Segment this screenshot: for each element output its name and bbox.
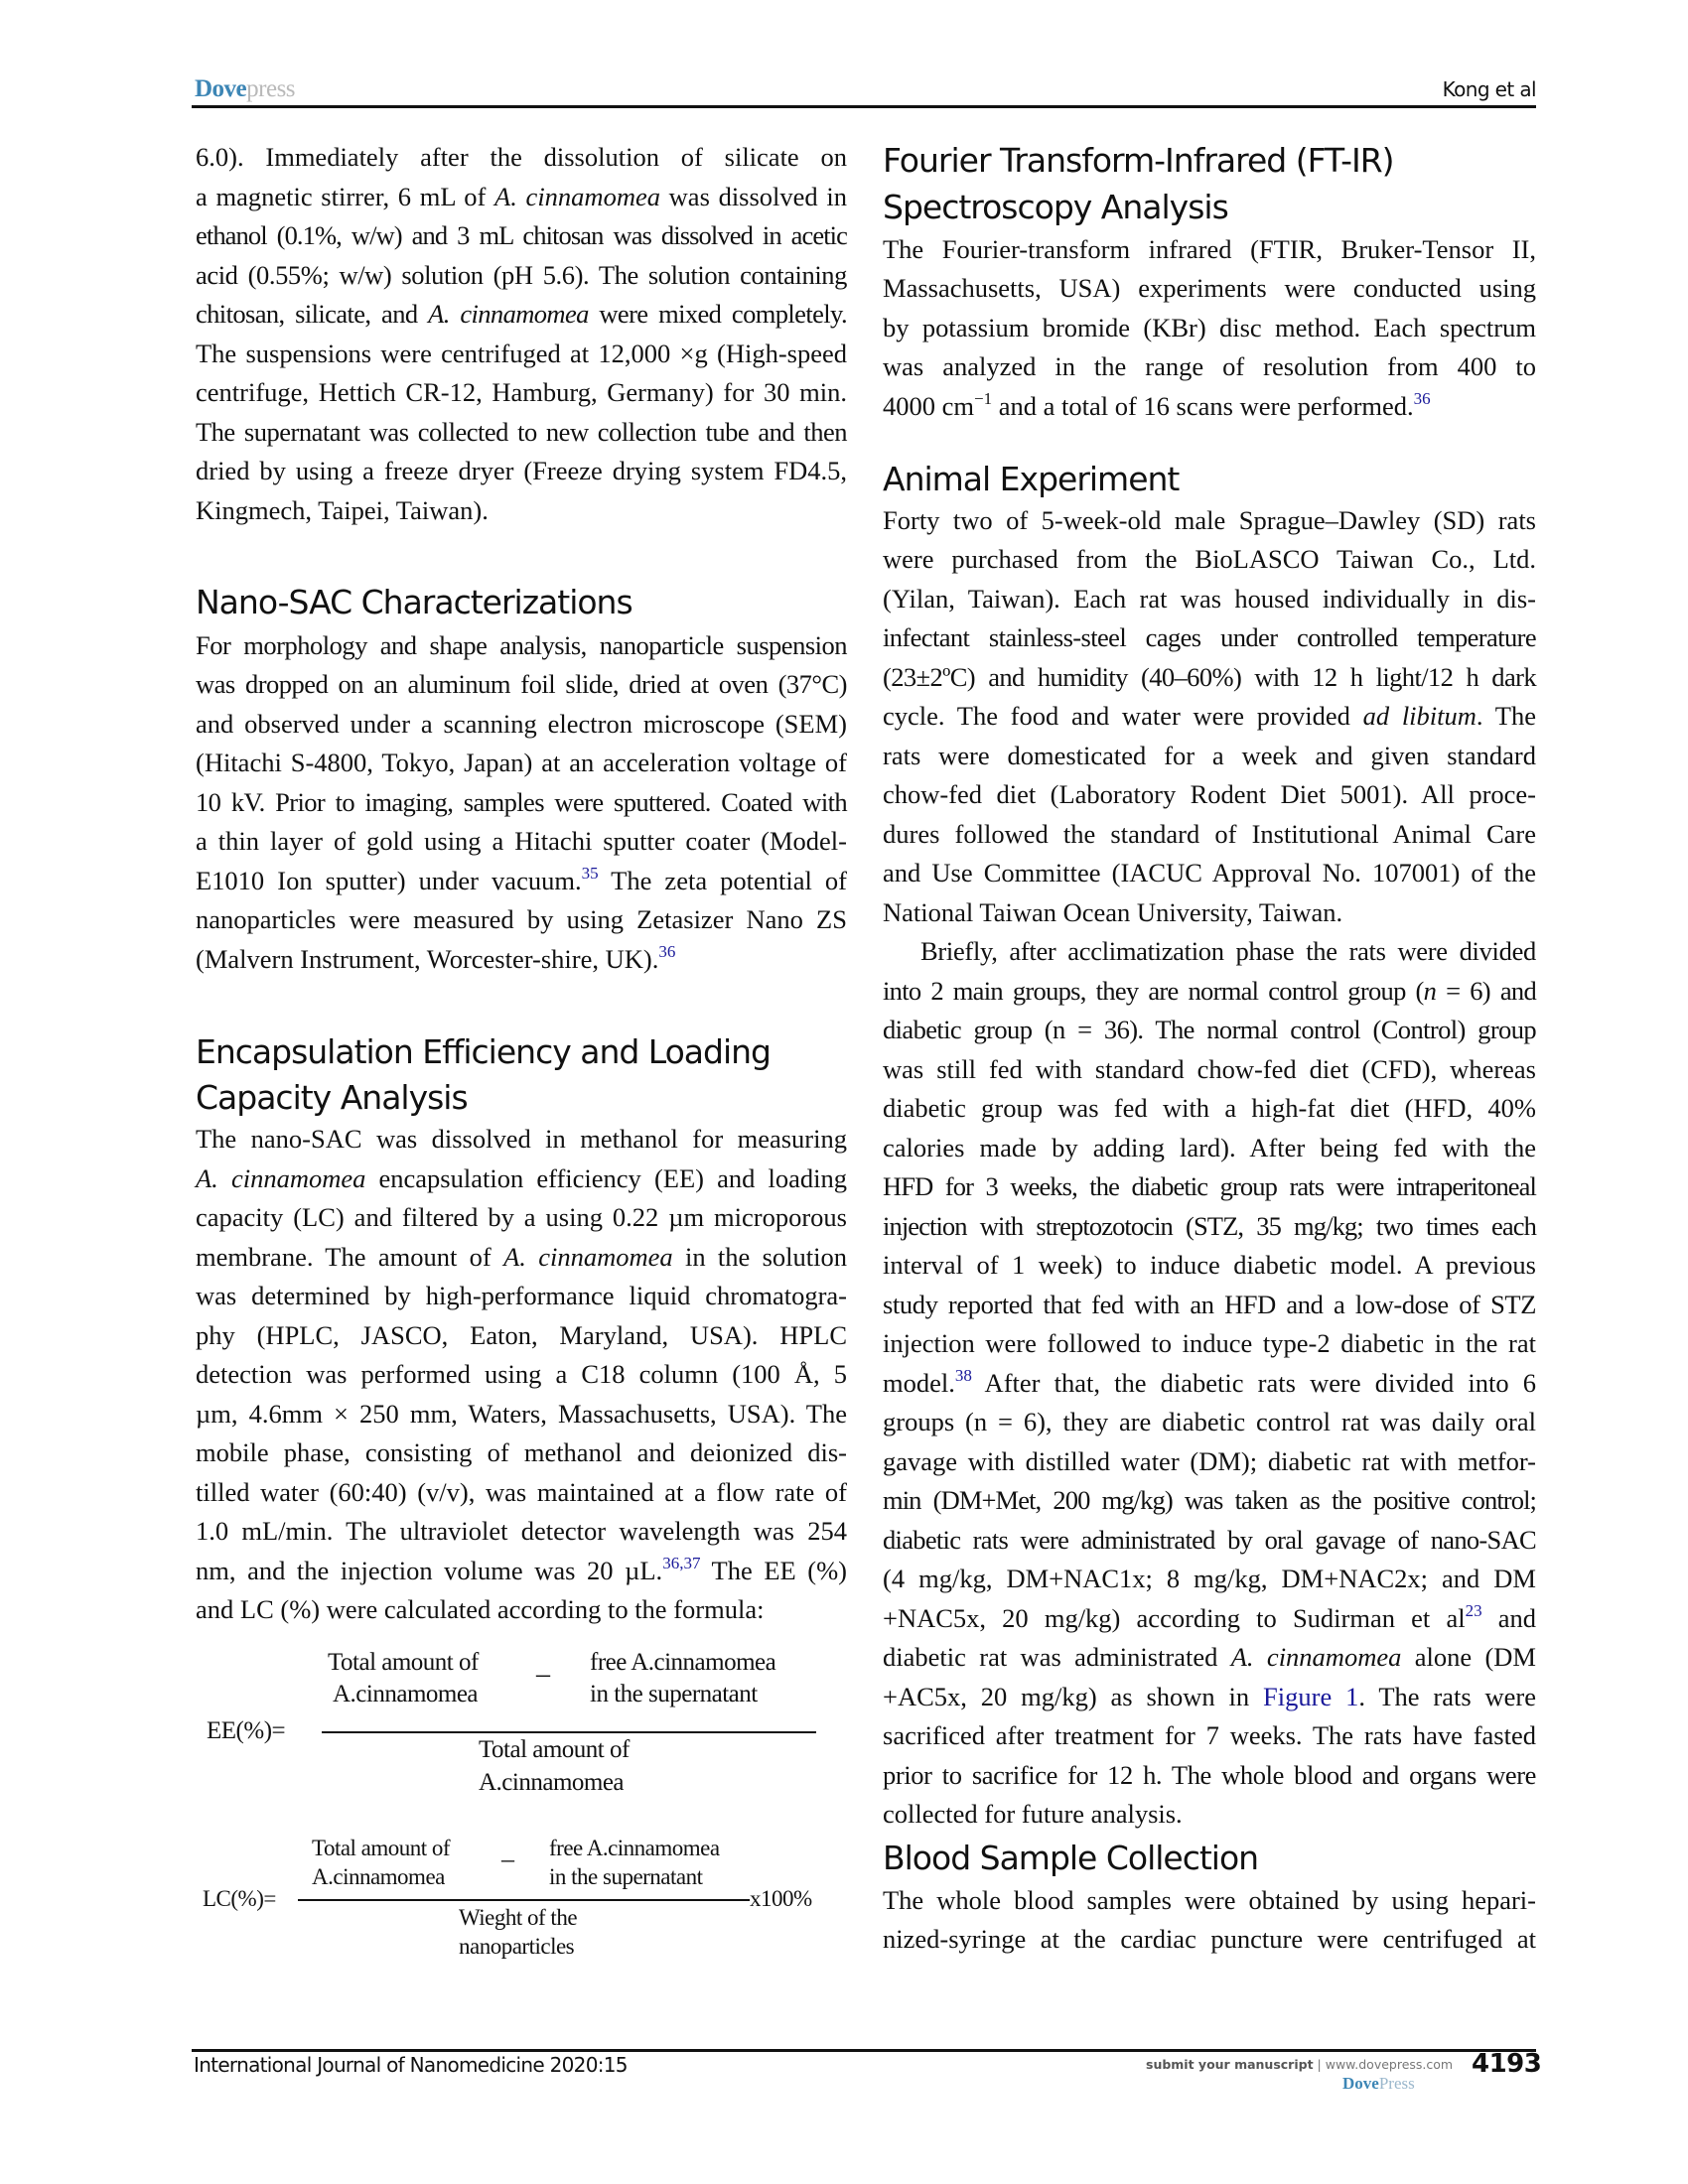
text-line: and Use Committee (IACUC Approval No. 107001) of the	[883, 858, 1536, 887]
text-line: Forty two of 5-week-old male Sprague–Dawley (SD) rats	[883, 505, 1536, 535]
text-line: National Taiwan Ocean University, Taiwan.	[883, 897, 1343, 927]
section-heading-animal: Animal Experiment	[883, 460, 1180, 498]
citation-link[interactable]: 38	[954, 1366, 972, 1385]
text-line: collected for future analysis.	[883, 1799, 1183, 1829]
text-line: +AC5x, 20 mg/kg) as shown in Figure 1. The rats were	[883, 1682, 1537, 1711]
formula-text: Total amount of	[479, 1736, 630, 1763]
species-name: A. cinnamomea	[494, 182, 660, 211]
submit-manuscript-link[interactable]: submit your manuscript	[1146, 2057, 1314, 2072]
text-line: µm, 4.6mm × 250 mm, Waters, Massachusetts, USA). The	[196, 1399, 847, 1429]
text-line: dried by using a freeze dryer (Freeze drying system FD4.5,	[196, 456, 847, 485]
formula-lhs: EE(%)=	[207, 1717, 286, 1744]
text-line: ethanol (0.1%, w/w) and 3 mL chitosan was dissolved in acetic	[196, 220, 847, 250]
text-line: A. cinnamomea encapsulation efficiency (EE) and loading	[196, 1163, 847, 1193]
running-header-authors: Kong et al	[1442, 77, 1536, 101]
text-line: 6.0). Immediately after the dissolution of silicate on	[196, 142, 847, 172]
text-line: sacrificed after treatment for 7 weeks. The rats have fasted	[883, 1720, 1536, 1750]
formula-text: free A.cinnamomea	[590, 1649, 776, 1676]
publisher-dove: Dove	[195, 75, 247, 102]
citation-link[interactable]: 35	[581, 864, 599, 883]
text-line: The nano-SAC was dissolved in methanol for measuring	[196, 1124, 847, 1154]
text-line: Briefly, after acclimatization phase the rats were divided	[920, 936, 1536, 966]
formula-text: A.cinnamomea	[333, 1681, 479, 1707]
fraction-bar	[322, 1731, 816, 1733]
text-line: a magnetic stirrer, 6 mL of A. cinnamomea was dissolved in	[196, 182, 847, 211]
formula-text: nanoparticles	[459, 1934, 575, 1959]
formula-suffix: x100%	[750, 1886, 812, 1911]
text-line: prior to sacrifice for 12 h. The whole blood and organs were	[883, 1760, 1536, 1790]
formula-text: Total amount of	[328, 1649, 479, 1676]
text-line: injection with streptozotocin (STZ, 35 mg/kg; two times each	[883, 1211, 1536, 1241]
text-line: The whole blood samples were obtained by using hepari-	[883, 1885, 1536, 1915]
species-name: A. cinnamomea	[196, 1163, 366, 1193]
footer-submit: submit your manuscript | www.dovepress.com	[1146, 2057, 1454, 2072]
page-number: 4193	[1472, 2049, 1542, 2079]
text-line: study reported that fed with an HFD and a low-dose of STZ	[883, 1290, 1536, 1319]
formula-lhs: LC(%)=	[203, 1886, 276, 1911]
text-line: cycle. The food and water were provided ad libitum. The	[883, 701, 1536, 731]
text-line: injection were followed to induce type-2 diabetic in the rat	[883, 1328, 1536, 1358]
text-line: (Malvern Instrument, Worcester-shire, UK).$^{36}$	[196, 942, 676, 974]
text-line: was still fed with standard chow-fed diet (CFD), whereas	[883, 1054, 1536, 1084]
text-line: interval of 1 week) to induce diabetic model. A previous	[883, 1250, 1536, 1280]
formula-minus: –	[501, 1844, 514, 1873]
species-name: A. cinnamomea	[428, 299, 589, 329]
text-line: capacity (LC) and filtered by a using 0.22 µm microporous	[196, 1202, 847, 1232]
species-name: A. cinnamomea	[1230, 1642, 1402, 1672]
text-line: were purchased from the BioLASCO Taiwan Co., Ltd.	[883, 544, 1536, 574]
text-line: tilled water (60:40) (v/v), was maintained at a flow rate of	[196, 1477, 847, 1507]
citation-link[interactable]: 36	[1413, 389, 1431, 408]
text-line: mobile phase, consisting of methanol and deionized dis-	[196, 1437, 847, 1467]
unit-exponent: −1	[974, 389, 993, 408]
text-line: min (DM+Met, 200 mg/kg) was taken as the positive control;	[883, 1485, 1536, 1515]
text-line: model.$^{38}$ After that, the diabetic rats were divided into 6	[883, 1366, 1536, 1398]
text-line: and LC (%) were calculated according to the formula:	[196, 1594, 765, 1624]
text-line: The supernatant was collected to new collection tube and then	[196, 417, 847, 447]
formula-minus: –	[536, 1659, 550, 1690]
text-line: chow-fed diet (Laboratory Rodent Diet 5001). All proce-	[883, 779, 1536, 809]
publisher-press: press	[246, 75, 296, 102]
text-line: Kingmech, Taipei, Taiwan).	[196, 495, 489, 525]
text-line: nanoparticles were measured by using Zetasizer Nano ZS	[196, 904, 847, 934]
text-line: (4 mg/kg, DM+NAC1x; 8 mg/kg, DM+NAC2x; and DM	[883, 1564, 1536, 1593]
section-heading-ftir: Fourier Transform-Infrared (FT-IR)	[883, 141, 1394, 180]
formula-text: free A.cinnamomea	[549, 1836, 720, 1860]
text-line: and observed under a scanning electron microscope (SEM)	[196, 709, 847, 739]
section-heading-ftir-2: Spectroscopy Analysis	[883, 188, 1228, 226]
text-line: 1.0 mL/min. The ultraviolet detector wavelength was 254	[196, 1516, 847, 1546]
text-line: The suspensions were centrifuged at 12,000 ×g (High-speed	[196, 339, 847, 368]
text-line: calories made by adding lard). After being fed with the	[883, 1133, 1536, 1162]
citation-link[interactable]: 36,37	[662, 1554, 701, 1572]
text-line: 10 kV. Prior to imaging, samples were sputtered. Coated with	[196, 787, 847, 817]
formula-text: A.cinnamomea	[479, 1769, 625, 1796]
footer-rule	[192, 2049, 1536, 2052]
formula-text: Total amount of	[312, 1836, 451, 1860]
citation-link[interactable]: 23	[1465, 1601, 1482, 1620]
text-line: diabetic group was fed with a high-fat diet (HFD, 40%	[883, 1093, 1536, 1123]
text-line: (Yilan, Taiwan). Each rat was housed individually in dis-	[883, 584, 1536, 614]
text-line: 4000 $cm^{-1}$ and a total of 16 scans were performed.$^{36}$	[883, 389, 1431, 421]
fraction-bar	[298, 1899, 750, 1901]
text-line: diabetic group (n = 36). The normal control (Control) group	[883, 1015, 1536, 1044]
formula-text: A.cinnamomea	[312, 1864, 445, 1889]
text-line: a thin layer of gold using a Hitachi sputter coater (Model-	[196, 826, 847, 856]
text-line: For morphology and shape analysis, nanoparticle suspension	[196, 630, 847, 660]
text-line: Massachusetts, USA) experiments were conducted using	[883, 273, 1536, 303]
latin-phrase: ad libitum	[1362, 701, 1477, 731]
text-line: nized-syringe at the cardiac puncture were centrifuged at	[883, 1924, 1536, 1954]
text-line: diabetic rat was administrated A. cinnamomea alone (DM	[883, 1642, 1536, 1672]
text-line: nm, and the injection volume was 20 µL.$^{36,37}$ The EE (%)	[196, 1554, 847, 1585]
citation-link[interactable]: 36	[658, 942, 676, 961]
text-line: HFD for 3 weeks, the diabetic group rats were intraperitoneal	[883, 1171, 1536, 1201]
text-line: was dropped on an aluminum foil slide, dried at oven (37°C)	[196, 669, 847, 699]
text-line: diabetic rats were administrated by oral gavage of nano-SAC	[883, 1525, 1536, 1555]
text-line: into 2 main groups, they are normal control group (n = 6) and	[883, 976, 1536, 1006]
text-line: The Fourier-transform infrared (FTIR, Bruker-Tensor II,	[883, 234, 1536, 264]
text-line: (23±2ºC) and humidity (40–60%) with 12 h light/12 h dark	[883, 662, 1536, 692]
text-line: gavage with distilled water (DM); diabetic rat with metfor-	[883, 1446, 1536, 1476]
text-line: acid (0.55%; w/w) solution (pH 5.6). The solution containing	[196, 260, 847, 290]
text-line: +NAC5x, 20 mg/kg) according to Sudirman et $al^{23}$ and	[883, 1601, 1536, 1633]
species-name: A. cinnamomea	[503, 1242, 673, 1272]
footer-journal: International Journal of Nanomedicine 2020:15	[194, 2053, 628, 2077]
running-header-publisher	[195, 75, 295, 103]
text-line: (Hitachi S-4800, Tokyo, Japan) at an acceleration voltage of	[196, 748, 847, 777]
formula-text: Wieght of the	[459, 1905, 578, 1930]
section-heading-encapsulation: Encapsulation Efficiency and Loading	[196, 1032, 771, 1071]
text-line: membrane. The amount of A. cinnamomea in the solution	[196, 1242, 847, 1272]
text-line: E1010 Ion sputter) under vacuum.$^{35}$ The zeta potential of	[196, 864, 848, 895]
formula-text: in the supernatant	[549, 1864, 703, 1889]
footer-brand-logo: DovePress	[1342, 2074, 1415, 2093]
text-line: chitosan, silicate, and A. cinnamomea were mixed completely.	[196, 299, 847, 329]
figure-1-link[interactable]: Figure 1	[1263, 1682, 1359, 1711]
text-line: groups (n = 6), they are diabetic control rat was daily oral	[883, 1407, 1536, 1436]
text-line: by potassium bromide (KBr) disc method. Each spectrum	[883, 313, 1536, 342]
header-rule	[192, 105, 1536, 108]
formula-text: in the supernatant	[590, 1681, 758, 1707]
text-line: dures followed the standard of Institutional Animal Care	[883, 819, 1536, 849]
text-line: phy (HPLC, JASCO, Eaton, Maryland, USA). HPLC	[196, 1320, 847, 1350]
dovepress-url-link[interactable]: www.dovepress.com	[1325, 2057, 1454, 2072]
text-line: centrifuge, Hettich CR-12, Hamburg, Germany) for 30 min.	[196, 377, 847, 407]
section-heading-nano-sac: Nano-SAC Characterizations	[196, 583, 633, 621]
text-line: rats were domesticated for a week and given standard	[883, 741, 1536, 770]
section-heading-blood: Blood Sample Collection	[883, 1839, 1259, 1877]
text-line: was analyzed in the range of resolution from 400 to	[883, 351, 1536, 381]
text-line: infectant stainless-steel cages under controlled temperature	[883, 622, 1536, 652]
section-heading-encapsulation-2: Capacity Analysis	[196, 1078, 468, 1117]
text-line: was determined by high-performance liquid chromatogra-	[196, 1281, 847, 1310]
text-line: detection was performed using a C18 column (100 Å, 5	[196, 1359, 847, 1389]
